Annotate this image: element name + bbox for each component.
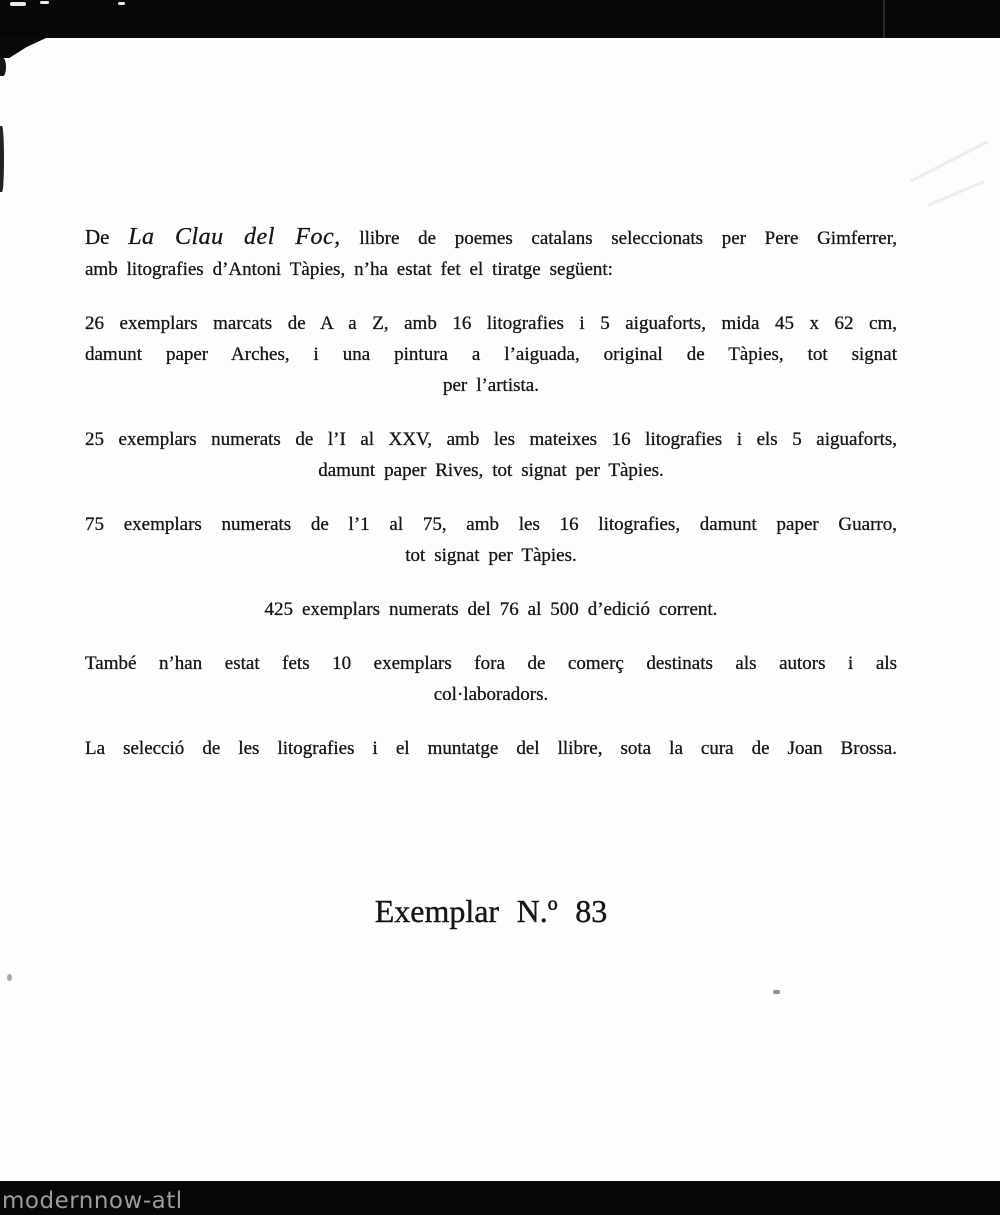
paragraph-line: tot signat per Tàpies.	[405, 545, 577, 566]
edition-paragraph-425	[85, 594, 897, 625]
scan-speck	[118, 2, 125, 5]
paragraph-line: col·laboradors.	[433, 684, 549, 705]
edition-paragraph-26	[85, 308, 897, 401]
edition-paragraph-hc	[85, 648, 897, 710]
paragraph-line: amb litografies d’Antoni Tàpies, n’ha estat fet el tiratge següent:	[85, 259, 613, 280]
scan-edge-mark	[0, 58, 6, 76]
scan-seam	[883, 0, 885, 38]
paragraph-line	[85, 222, 897, 254]
book-title: La Clau del Foc,	[128, 224, 341, 250]
credits-paragraph	[85, 733, 897, 764]
colophon-text-block	[85, 222, 897, 931]
paragraph-line: 26 exemplars marcats de A a Z, amb 16 litografies i 5 aiguaforts, mida 45 x 62 cm,	[85, 313, 897, 334]
scan-scratch	[909, 140, 989, 183]
top-scan-border	[0, 0, 1000, 38]
scan-edge-mark	[0, 126, 4, 192]
intro-lead: De	[85, 225, 110, 249]
paragraph-line: 425 exemplars numerats del 76 al 500 d’edició corrent.	[264, 599, 718, 620]
scan-speck	[773, 990, 780, 994]
scan-speck	[7, 974, 12, 981]
scan-speck	[40, 1, 49, 4]
edition-paragraph-75	[85, 509, 897, 571]
paragraph-line: La selecció de les litografies i el muntatge del llibre, sota la cura de Joan Brossa.	[85, 738, 897, 759]
copy-number-line: Exemplar N.º 83	[374, 893, 608, 929]
paragraph-line: 75 exemplars numerats de l’1 al 75, amb les 16 litografies, damunt paper Guarro,	[85, 514, 897, 535]
intro-paragraph	[85, 222, 897, 285]
scan-speck	[10, 2, 26, 6]
intro-rest: llibre de poemes catalans seleccionats per Pere Gimferrer,	[359, 228, 898, 249]
scan-scratch	[927, 180, 985, 207]
paragraph-line: damunt paper Rives, tot signat per Tàpies.	[318, 460, 664, 481]
watermark-text: modernnow-atl	[2, 1188, 183, 1214]
edition-paragraph-25	[85, 424, 897, 486]
scan-edge-blob	[0, 38, 46, 58]
paragraph-line: per l’artista.	[443, 375, 539, 396]
paragraph-line: damunt paper Arches, i una pintura a l’aiguada, original de Tàpies, tot signat	[85, 344, 897, 365]
paragraph-line: 25 exemplars numerats de l’I al XXV, amb les mateixes 16 litografies i els 5 aiguaforts,	[85, 429, 897, 450]
paragraph-line: També n’han estat fets 10 exemplars fora de comerç destinats als autors i als	[85, 653, 897, 674]
